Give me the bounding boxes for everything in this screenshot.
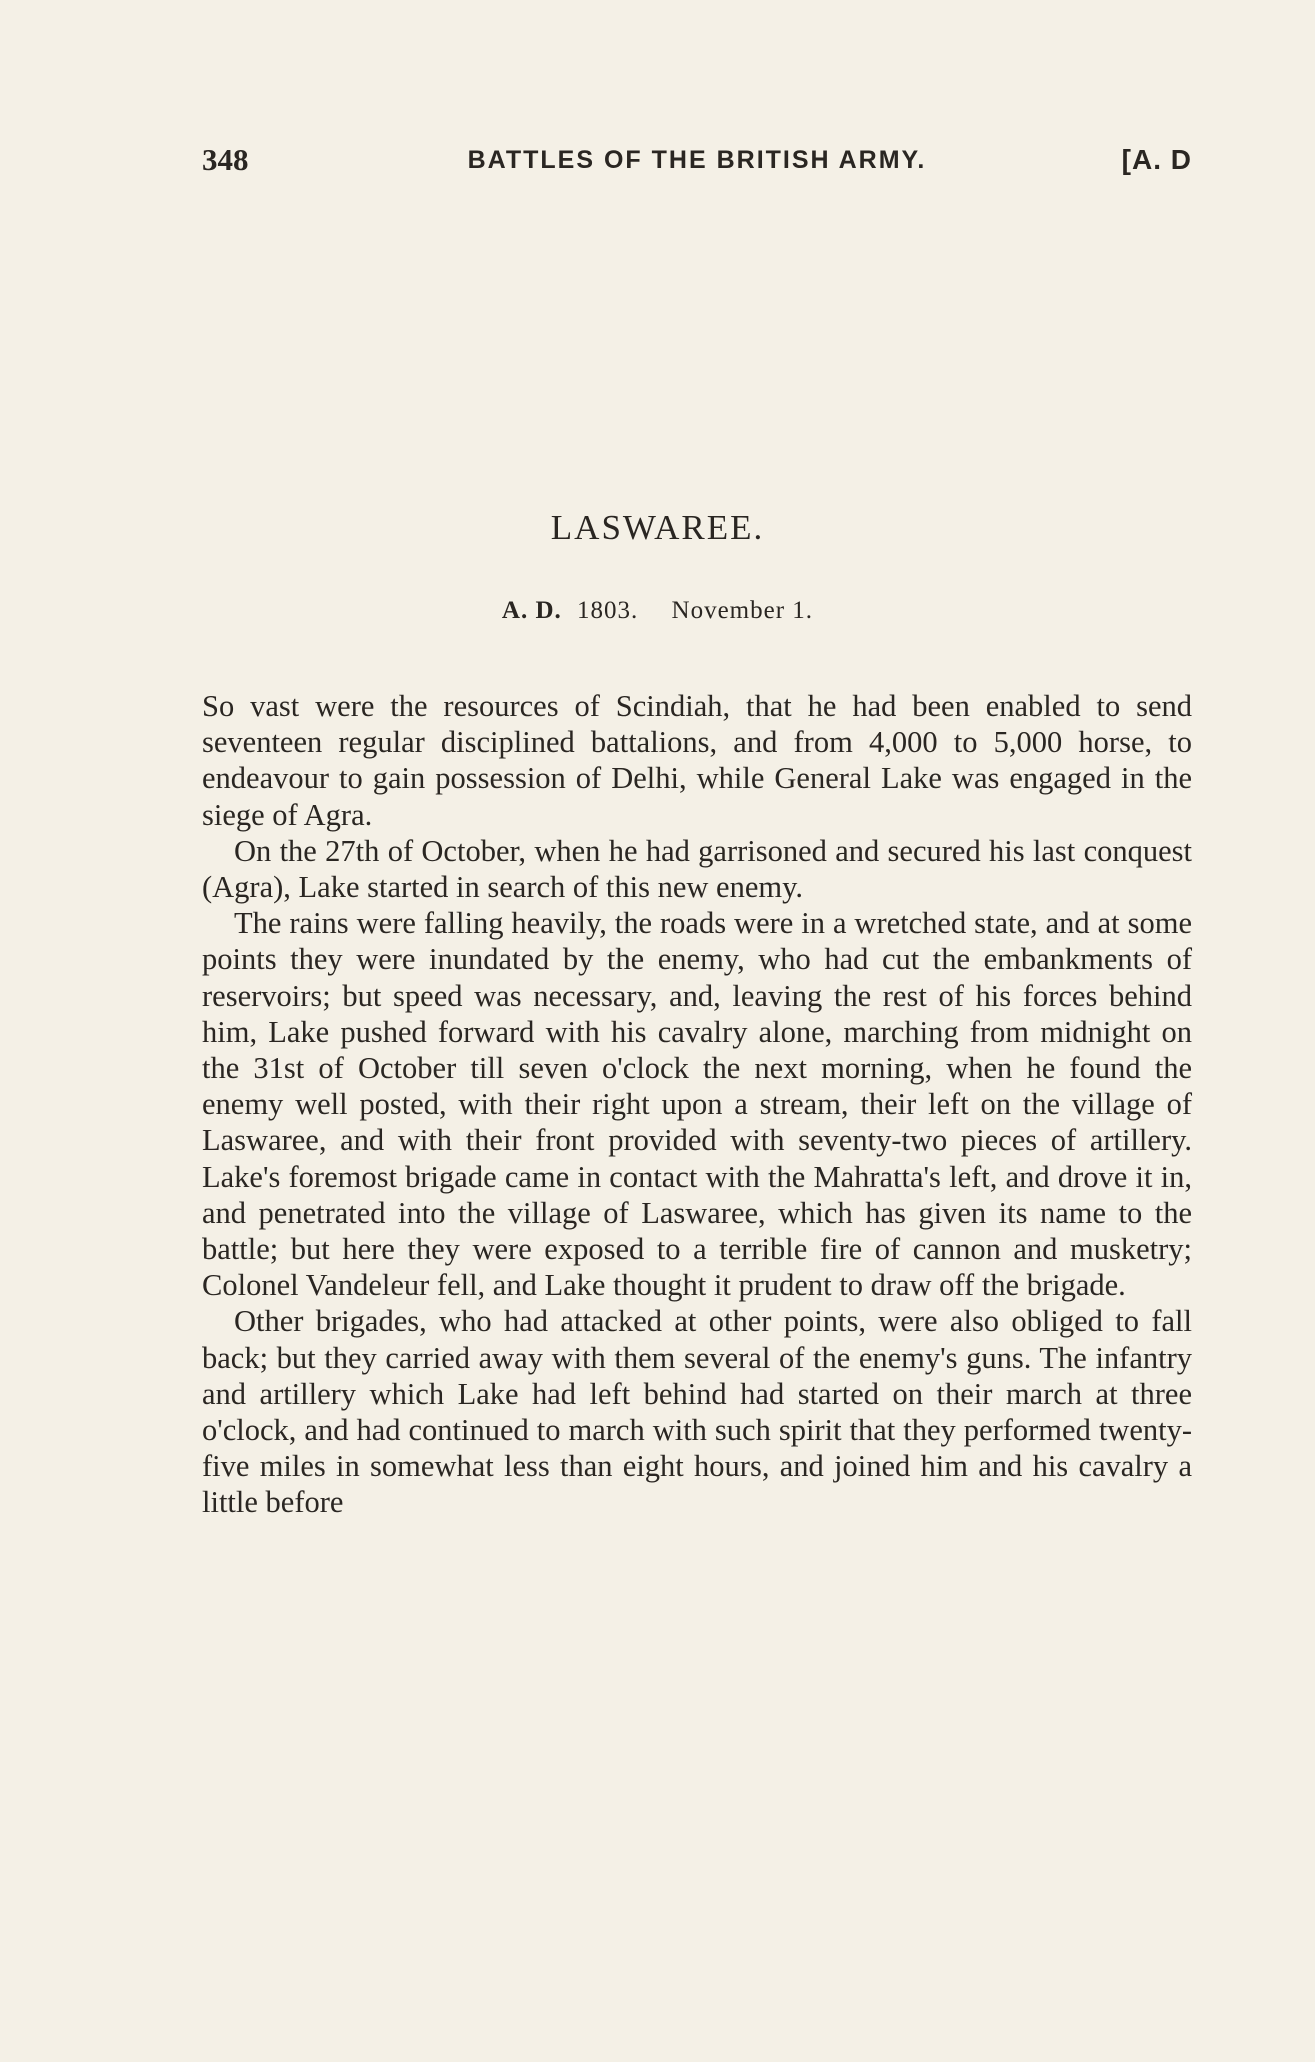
paragraph: On the 27th of October, when he had garrisoned and secured his last conquest (Agra), Lake started in search of this new enemy. (202, 833, 1192, 905)
paragraph: The rains were falling heavily, the roads were in a wretched state, and at some points they were inundated by the enemy, who had cut the embankments of reservoirs; but speed was necessary, and, leaving the rest of his forces behind him, Lake pushed forward with his cavalry alone, marching from midnight on the 31st of October till seven o'clock the next morning, when he found the enemy well posted, with their right upon a stream, their left on the village of Laswaree, and with their front provided with seventy-two pieces of artillery. Lake's foremost brigade came in contact with the Mahratta's left, and drove it in, and penetrated into the village of Laswaree, which has given its name to the battle; but here they were exposed to a terrible fire of cannon and musketry; Colonel Vandeleur fell, and Lake thought it prudent to draw off the brigade. (202, 906, 1192, 1303)
book-title: BATTLES OF THE BRITISH ARMY. (467, 146, 927, 174)
page-number: 348 (202, 142, 249, 177)
date-year: 1803. (577, 597, 639, 624)
era-mark: [A. D (1121, 144, 1192, 175)
date-month-day: November 1. (671, 597, 814, 624)
body-text (202, 688, 1192, 1521)
paragraph: So vast were the resources of Scindiah, that he had been enabled to send seventeen regular disciplined battalions, and from 4,000 to 5,000 horse, to endeavour to gain possession of Delhi, while General Lake was engaged in the siege of Agra. (202, 689, 1192, 832)
running-head (202, 142, 1192, 186)
chapter-title: LASWAREE. (550, 508, 765, 547)
chapter-date (0, 597, 1315, 625)
paragraph: Other brigades, who had attacked at other points, were also obliged to fall back; but they carried away with them several of the enemy's guns. The infantry and artillery which Lake had left behind had started on their march at three o'clock, and had continued to march with such spirit that they performed twenty-five miles in somewhat less than eight hours, and joined him and his cavalry a little before (202, 1304, 1192, 1520)
date-prefix: A. D. (501, 597, 562, 624)
